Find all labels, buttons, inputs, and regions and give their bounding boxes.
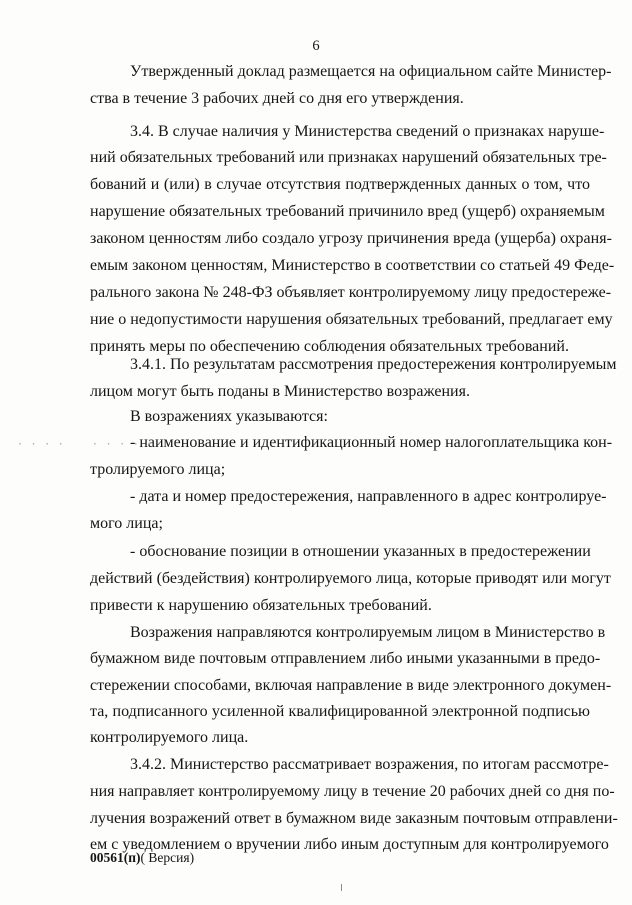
text-line: контролируемого лица. xyxy=(90,729,249,746)
document-footer xyxy=(90,850,194,866)
text-line: законом ценностям либо создало угрозу причинения вреда (ущерба) охраня- xyxy=(90,230,612,247)
text-line: В возражениях указываются: xyxy=(130,408,328,425)
text-line: 3.4.2. Министерство рассматривает возражения, по итогам рассмотре- xyxy=(130,756,609,773)
text-line: бований и (или) в случае отсутствия подтвержденных данных о том, что xyxy=(90,176,590,193)
text-line: мого лица; xyxy=(90,515,163,532)
text-line: та, подписанного усиленной квалифицированной электронной подписью xyxy=(90,703,590,720)
document-version: ( Версия) xyxy=(140,850,195,865)
text-line: ние о недопустимости нарушения обязательных требований, предлагает ему xyxy=(90,311,613,328)
text-line: привести к нарушению обязательных требований. xyxy=(90,597,432,614)
scan-artifact-mark xyxy=(341,884,342,891)
text-line: Утвержденный доклад размещается на официальном сайте Министер- xyxy=(130,63,612,80)
text-line: ний обязательных требований или признаках нарушений обязательных тре- xyxy=(90,149,607,166)
text-line: действий (бездействия) контролируемого лица, которые приводят или могут xyxy=(90,570,611,587)
text-line: 3.4.1. По результатам рассмотрения предостережения контролируемым xyxy=(130,356,617,373)
text-line: 3.4. В случае наличия у Министерства сведений о признаках наруше- xyxy=(130,123,605,140)
document-code: 00561(п) xyxy=(90,850,141,865)
text-line: лучения возражений ответ в бумажном виде заказным почтовым отправлени- xyxy=(90,810,618,827)
text-line: лицом могут быть поданы в Министерство возражения. xyxy=(90,383,470,400)
text-line: тролируемого лица; xyxy=(90,461,226,478)
text-line: стережении способами, включая направление в виде электронного докумен- xyxy=(90,677,612,694)
text-line: - обоснование позиции в отношении указанных в предостережении xyxy=(130,543,591,560)
text-line: ства в течение 3 рабочих дней со дня его утверждения. xyxy=(90,90,464,107)
scan-artifact-dots: · · · · · · · · · xyxy=(18,437,155,451)
text-line: нарушение обязательных требований причинило вред (ущерб) охраняемым xyxy=(90,203,605,220)
text-line: бумажном виде почтовым отправлением либо иными указанными в предо- xyxy=(90,650,601,667)
text-line: ем с уведомлением о вручении либо иным доступным для контролируемого xyxy=(90,836,609,853)
text-line: принять меры по обеспечению соблюдения обязательных требований. xyxy=(90,338,569,355)
text-line: - наименование и идентификационный номер налогоплательщика кон- xyxy=(130,434,613,451)
text-line: Возражения направляются контролируемым лицом в Министерство в xyxy=(130,624,606,641)
text-line: - дата и номер предостережения, направленного в адрес контролируе- xyxy=(130,488,607,505)
text-line: ния направляет контролируемому лицу в течение 20 рабочих дней со дня по- xyxy=(90,783,615,800)
page-number: 6 xyxy=(312,38,320,54)
text-line: емым законом ценностям, Министерство в соответствии со статьей 49 Феде- xyxy=(90,257,615,274)
text-line: рального закона № 248-ФЗ объявляет контролируемому лицу предостереже- xyxy=(90,284,612,301)
